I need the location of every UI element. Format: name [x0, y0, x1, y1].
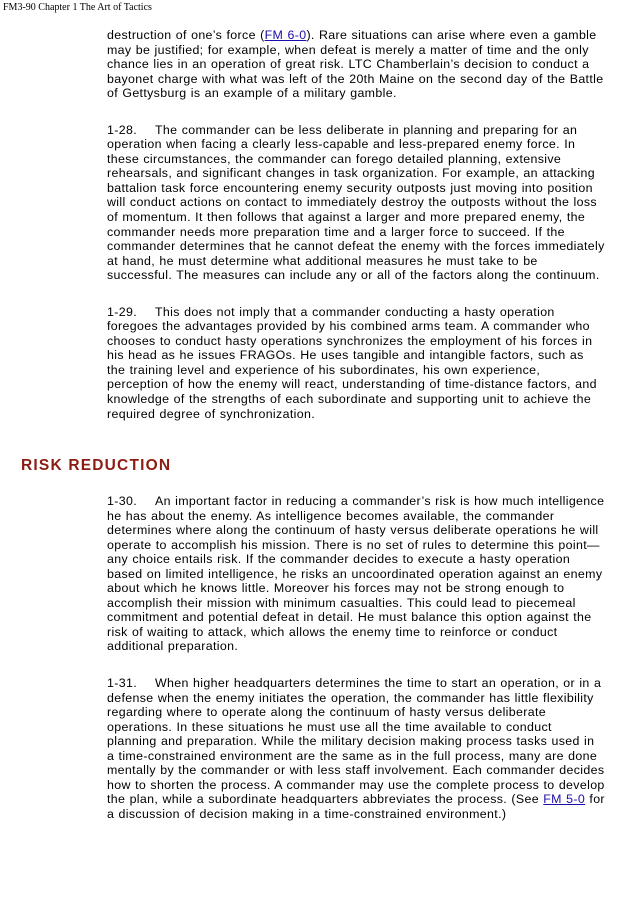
section-heading-risk-reduction: RISK REDUCTION — [21, 457, 172, 474]
paragraph-1-27-continued — [107, 28, 605, 101]
body-text-bottom — [107, 494, 605, 843]
running-header: FM3-90 Chapter 1 The Art of Tactics — [3, 2, 152, 13]
paragraph-number: 1-31. — [107, 676, 137, 691]
paragraph-1-28 — [107, 123, 605, 283]
paragraph-text: An important factor in reducing a commander’s risk is how much intelligence he has about the enemy. As intelligence becomes available, the commander determines where along the continuum of hasty versus deliberate operations he will operate to accomplish his mission. There is no set of rules to determine this point—any choice entails risk. If the commander decides to execute a hasty operation based on limited intelligence, he risks an uncoordinated operation against an enemy about which he knows little. Moreover his forces may not be strong enough to accomplish their mission with minimum casualties. This could lead to piecemeal commitment and potential defeat in detail. He must balance this option against the risk of waiting to attack, which allows the enemy time to reinforce or conduct additional preparation. — [107, 494, 605, 654]
paragraph-text: for a discussion of decision making in a time-constrained environment.) — [107, 792, 605, 821]
body-text-top — [107, 28, 605, 443]
paragraph-text: This does not imply that a commander conducting a hasty operation foregoes the advantages provided by his combined arms team. A commander who chooses to conduct hasty operations synchronizes the employment of his forces in his head as he issues FRAGOs. He uses tangible and intangible factors, such as the training level and experience of his subordinates, his own experience, perception of how the enemy will react, understanding of time-distance factors, and knowledge of the strengths of each subordinate and supporting unit to achieve the required degree of synchronization. — [107, 304, 597, 421]
paragraph-text: destruction of one’s force ( — [107, 28, 265, 42]
paragraph-text: The commander can be less deliberate in planning and preparing for an operation when facing a clearly less-capable and less-prepared enemy force. In these circumstances, the commander can forego detailed planning, extensive rehearsals, and significant changes in task organization. For example, an attacking battalion task force encountering enemy security outposts just moving into position will conduct actions on contact to immediately destroy the outposts without the loss of momentum. It then follows that against a larger and more prepared enemy, the commander needs more preparation time and a larger force to succeed. If the commander determines that he cannot defeat the enemy with the forces immediately at hand, he must determine what additional measures he must take to be successful. The measures can include any or all of the factors along the continuum. — [107, 122, 605, 283]
paragraph-1-29 — [107, 305, 605, 421]
fm-5-0-link[interactable]: FM 5-0 — [543, 792, 586, 807]
paragraph-text: ). Rare situations can arise where even a gamble may be justified; for example, when defeat is merely a matter of time and the only chance lies in an operation of great risk. LTC Chamberlain’s decision to conduct a bayonet charge with what was left of the 20th Maine on the second day of the Battle of Gettysburg is an example of a military gamble. — [107, 28, 604, 101]
paragraph-1-31 — [107, 676, 605, 821]
paragraph-text: When higher headquarters determines the time to start an operation, or in a defense when the enemy initiates the operation, the commander has little flexibility regarding where to operate along the continuum of hasty versus deliberate operations. In these situations he must use all the time available to conduct planning and preparation. While the military decision making process tasks used in a time-constrained environment are the same as in the full process, many are done mentally by the commander or with less staff involvement. Each commander decides how to shorten the process. A commander may use the complete process to develop the plan, while a subordinate headquarters abbreviates the process. (See — [107, 676, 605, 807]
paragraph-number: 1-29. — [107, 304, 137, 319]
paragraph-number: 1-28. — [107, 122, 137, 137]
fm-6-0-link[interactable]: FM 6-0 — [264, 28, 307, 42]
paragraph-number: 1-30. — [107, 494, 137, 508]
paragraph-1-30 — [107, 494, 605, 654]
